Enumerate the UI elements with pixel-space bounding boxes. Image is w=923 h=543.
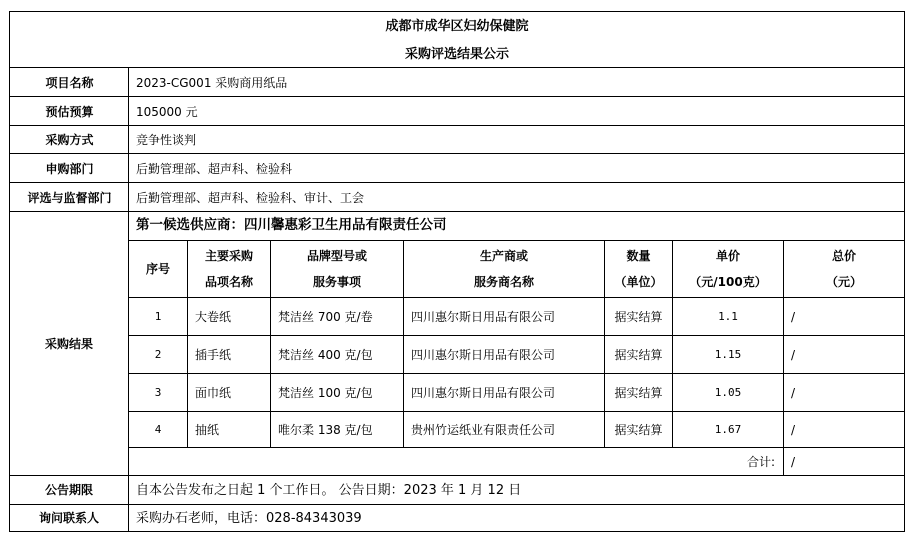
- value-method: 竞争性谈判: [136, 133, 197, 147]
- col-header-brand: [271, 241, 403, 297]
- value-contact: 采购办石老师，电话：028-84343039: [136, 510, 362, 526]
- label-method: 采购方式: [45, 133, 94, 147]
- row-3-maker: 四川惠尔斯日用品有限公司: [411, 385, 556, 400]
- row-1-item: 大卷纸: [195, 309, 232, 324]
- row-1-qty: 据实结算: [614, 309, 663, 324]
- row-1-maker: 四川惠尔斯日用品有限公司: [411, 309, 556, 324]
- row-3-brand: 梵洁丝 100 克/包: [278, 385, 373, 400]
- notice-title: 采购评选结果公示: [404, 46, 509, 62]
- row-4-unit-price: 1.67: [714, 423, 742, 436]
- row-4-brand: 唯尔柔 138 克/包: [278, 422, 373, 437]
- col-header-item: [188, 241, 270, 297]
- label-review-dept: 评选与监督部门: [27, 190, 112, 205]
- row-2-total: /: [791, 347, 796, 362]
- col-header-unit-price: [673, 241, 783, 297]
- row-4-maker: 贵州竹运纸业有限责任公司: [411, 422, 556, 437]
- col-header-qty-line2: （单位）: [614, 275, 663, 289]
- col-header-maker-line2: 服务商名称: [473, 275, 534, 289]
- row-3-no: 3: [154, 386, 162, 399]
- row-4-item: 抽纸: [195, 422, 220, 437]
- row-2-unit-price: 1.15: [714, 348, 742, 361]
- sum-label: 合计:: [746, 454, 775, 469]
- procurement-result-notice: [9, 11, 905, 532]
- col-header-brand-line2: 服务事项: [312, 275, 361, 289]
- sum-value: /: [791, 454, 796, 469]
- value-requesting-dept: 后勤管理部、超声科、检验科: [136, 161, 293, 176]
- col-header-maker-line1: 生产商或: [479, 249, 528, 263]
- row-3-total: /: [791, 385, 796, 400]
- col-header-qty: [605, 241, 672, 297]
- row-4-total: /: [791, 422, 796, 437]
- row-1-no: 1: [154, 310, 162, 323]
- label-result: 采购结果: [44, 336, 93, 351]
- col-header-total-line2: （元）: [825, 275, 862, 289]
- value-project-name: 2023-CG001 采购商用纸品: [136, 75, 288, 90]
- col-header-maker: [404, 241, 604, 297]
- col-header-total: [784, 241, 904, 297]
- row-4-qty: 据实结算: [614, 422, 663, 437]
- col-header-no: 序号: [145, 262, 170, 276]
- row-2-qty: 据实结算: [614, 347, 663, 362]
- label-budget: 预估预算: [45, 104, 94, 119]
- value-budget: 105000 元: [136, 104, 198, 119]
- label-requesting-dept: 申购部门: [45, 161, 94, 176]
- col-header-unit-price-line2: （元/100克）: [689, 275, 767, 289]
- org-name: 成都市成华区妇幼保健院: [385, 18, 529, 34]
- row-2-brand: 梵洁丝 400 克/包: [278, 347, 373, 362]
- col-header-qty-line1: 数量: [626, 249, 651, 263]
- row-3-qty: 据实结算: [614, 385, 663, 400]
- value-review-dept: 后勤管理部、超声科、检验科、审计、工会: [136, 190, 365, 205]
- row-4-no: 4: [154, 423, 162, 436]
- col-header-brand-line1: 品牌型号或: [306, 249, 367, 263]
- row-2-maker: 四川惠尔斯日用品有限公司: [411, 347, 556, 362]
- label-project-name: 项目名称: [45, 75, 94, 90]
- row-1-unit-price: 1.1: [718, 310, 738, 323]
- col-header-item-line1: 主要采购: [204, 249, 253, 263]
- value-notice-period: 自本公告发布之日起 1 个工作日。 公告日期：2023 年 1 月 12 日: [136, 482, 522, 498]
- first-candidate-supplier: 第一候选供应商：四川馨惠彩卫生用品有限责任公司: [136, 217, 447, 234]
- row-2-no: 2: [154, 348, 162, 361]
- col-header-unit-price-line1: 单价: [715, 249, 740, 263]
- row-1-brand: 梵洁丝 700 克/卷: [278, 309, 373, 324]
- label-contact: 询问联系人: [38, 511, 99, 525]
- row-2-item: 插手纸: [195, 347, 232, 362]
- col-header-total-line1: 总价: [831, 249, 856, 263]
- row-1-total: /: [791, 309, 796, 324]
- col-header-item-line2: 品项名称: [204, 275, 253, 289]
- label-notice-period: 公告期限: [44, 483, 93, 497]
- row-3-unit-price: 1.05: [714, 386, 742, 399]
- row-3-item: 面巾纸: [195, 385, 232, 400]
